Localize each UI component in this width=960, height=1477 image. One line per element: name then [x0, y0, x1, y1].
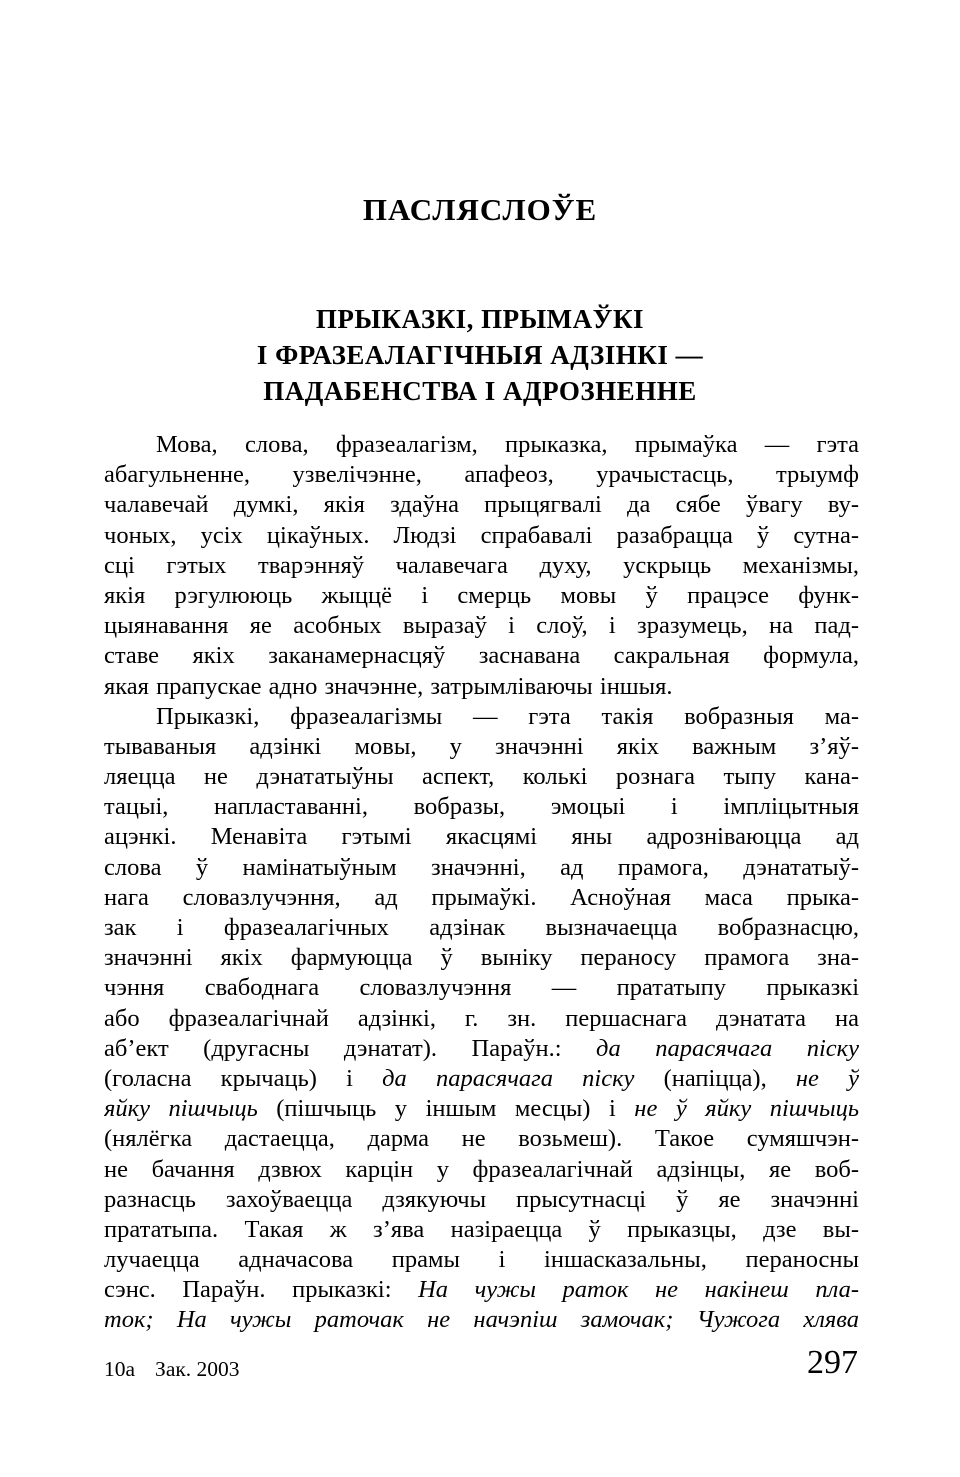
text-run: нага словазлучэння, ад прымаўкі. Асноўная маса прыка- [104, 883, 859, 911]
text-line [104, 943, 859, 973]
text-run: разнасць захоўваецца дзякуючы прысутнасці ў яе значэнні [104, 1185, 859, 1213]
text-line [104, 792, 859, 822]
body-text [104, 430, 859, 1336]
text-line [104, 460, 859, 490]
text-run: сэнс. Параўн. прыказкі: [104, 1276, 419, 1304]
italic-text-run: не ў яйку пішчыць [634, 1095, 859, 1123]
signature-mark: 10а [104, 1357, 136, 1381]
italic-text-run: ток; На чужы раточак не начэпіш замочак; Чужога хлява [104, 1306, 859, 1334]
text-line [104, 1034, 859, 1064]
text-run: (нялёгка дастаецца, дарма не возьмеш). Такое сумяшчэн- [104, 1125, 859, 1153]
text-line [104, 1124, 859, 1154]
page-number: 297 [807, 1344, 858, 1381]
text-line [104, 1004, 859, 1034]
text-run: чоных, усіх цікаўных. Людзі спрабавалі разабрацца ў сутна- [104, 521, 859, 549]
text-line [104, 1245, 859, 1275]
text-run: тацыі, напластаванні, вобразы, эмоцыі і імпліцытныя [104, 793, 859, 821]
section-subtitle [0, 301, 960, 409]
text-run: ацэнкі. Менавіта гэтымі якасцямі яны адрозніваюцца ад [104, 823, 859, 851]
text-run: цыянавання яе асобных выразаў і слоў, і зразумець, на пад- [104, 612, 859, 640]
text-line [104, 611, 859, 641]
text-line [104, 853, 859, 883]
text-line [104, 1185, 859, 1215]
italic-text-run: да парасячага піску [596, 1034, 859, 1062]
text-run: або фразеалагічнай адзінкі, г. зн. першаснага дэнатата на [104, 1004, 859, 1032]
text-run: зак і фразеалагічных адзінак вызначаецца вобразнасцю, [104, 914, 859, 941]
text-line [104, 581, 859, 611]
text-run: ставе якіх заканамернасцяў заснавана сакральная формула, [104, 642, 859, 670]
text-run: прататыпа. Такая ж з’ява назіраецца ў прыказцы, дзе вы- [104, 1215, 859, 1243]
text-run: аб’ект (другасны дэнатат). Параўн.: [104, 1034, 597, 1062]
text-line [104, 1275, 859, 1305]
text-run: якія рэгулююць жыццё і смерць мовы ў працэсе функ- [104, 581, 859, 609]
text-run: (голасна крычаць) і [104, 1064, 383, 1092]
italic-text-run: На чужы раток не накінеш пла- [418, 1276, 859, 1304]
text-line [104, 1094, 859, 1124]
text-line [104, 1305, 859, 1335]
italic-text-run: да парасячага піску [382, 1064, 635, 1092]
text-run: (напіцца), [634, 1064, 796, 1092]
text-line [104, 732, 859, 762]
text-run: тываваныя адзінкі мовы, у значэнні якіх важным з’яў- [104, 732, 859, 760]
text-run: якая прапускае адно значэнне, затрымліваючы іншыя. [104, 672, 673, 700]
text-run: слова ў намінатыўным значэнні, ад прамога, дэнататыў- [104, 853, 859, 881]
text-run: лучаецца адначасова прамы і іншасказальны, пераносны [104, 1246, 859, 1274]
printer-signature [104, 1357, 240, 1382]
text-line [104, 822, 859, 852]
text-run: Мова, слова, фразеалагізм, прыказка, прымаўка — гэта [156, 431, 859, 458]
text-line [104, 430, 859, 460]
italic-text-run: не ў [795, 1064, 859, 1092]
subtitle-line: ПРЫКАЗКІ, ПРЫМАЎКІ [315, 304, 645, 334]
text-line [104, 913, 859, 943]
text-line [104, 641, 859, 671]
order-label: Зак. 2003 [155, 1357, 240, 1381]
text-run: (пішчыць у іншым месцы) і [257, 1095, 635, 1123]
text-run: абагульненне, узвелічэнне, апафеоз, урачыстасць, трыумф [104, 461, 859, 489]
text-run: ляецца не дэнататыўны аспект, колькі рознага тыпу кана- [104, 763, 859, 791]
text-run: значэнні якіх фармуюцца ў выніку пераносу прамога зна- [104, 944, 859, 972]
text-run: не бачання дзвюх карцін у фразеалагічнай адзінцы, яе воб- [104, 1155, 859, 1183]
text-line [104, 702, 859, 732]
subtitle-line: І ФРАЗЕАЛАГІЧНЫЯ АДЗІНКІ — [256, 340, 704, 370]
text-line [104, 973, 859, 1003]
text-line [104, 762, 859, 792]
text-line [104, 1215, 859, 1245]
text-line [104, 1155, 859, 1185]
text-run: чэння свабоднага словазлучэння — прататыпу прыказкі [104, 974, 859, 1002]
text-line [104, 521, 859, 551]
text-line [104, 883, 859, 913]
chapter-title: ПАСЛЯСЛОЎЕ [362, 192, 598, 227]
text-run: чалавечай думкі, якія здаўна прыцягвалі да сябе ўвагу ву- [104, 491, 859, 519]
text-run: Прыказкі, фразеалагізмы — гэта такія вобразныя ма- [156, 702, 859, 730]
text-line [104, 1064, 859, 1094]
text-line [104, 490, 859, 520]
text-line [104, 672, 859, 702]
text-line [104, 551, 859, 581]
italic-text-run: яйку пішчыць [104, 1095, 258, 1123]
text-run: сці гэтых тварэнняў чалавечага духу, ускрыць механізмы, [104, 551, 859, 579]
subtitle-line: ПАДАБЕНСТВА І АДРОЗНЕННЕ [263, 376, 697, 406]
